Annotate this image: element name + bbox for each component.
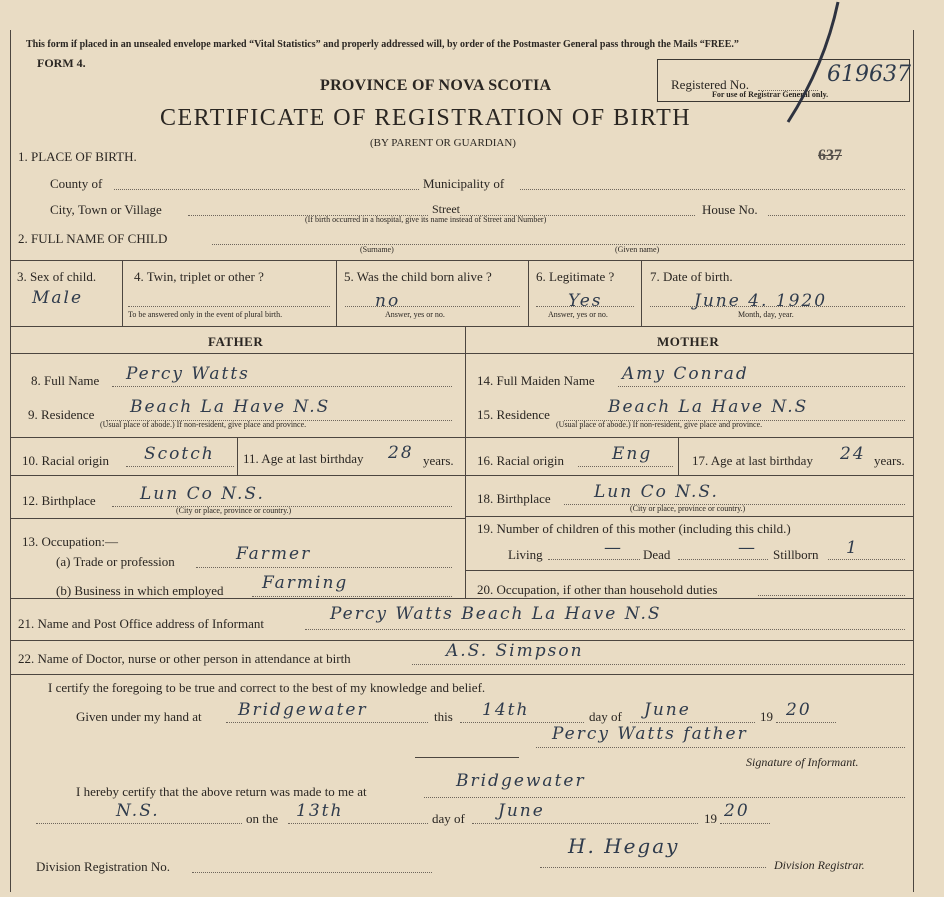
certificate-subtitle: (BY PARENT OR GUARDIAN) <box>370 137 516 149</box>
division-registrar-label: Division Registrar. <box>774 858 865 872</box>
father-age-value: 28 <box>388 443 414 463</box>
legitimate-label: 6. Legitimate ? <box>536 269 615 284</box>
stamp-number: 637 <box>818 147 842 164</box>
municipality-label: Municipality of <box>423 176 505 191</box>
informant-label: 21. Name and Post Office address of Informant <box>18 616 264 631</box>
registrar-year-value: 20 <box>724 801 750 821</box>
father-occupation-label: 13. Occupation:— <box>22 534 119 549</box>
left-border <box>10 30 11 892</box>
father-birthplace-note: (City or place, province or country.) <box>176 506 292 515</box>
informant-value: Percy Watts Beach La Have N.S <box>330 604 662 624</box>
father-residence-label: 9. Residence <box>28 407 95 422</box>
father-business-value: Farming <box>262 573 349 593</box>
registrar-signature: H. Hegay <box>568 834 680 858</box>
pen-stroke-mark <box>780 0 850 130</box>
doctor-value: A.S. Simpson <box>446 641 584 661</box>
street-label: Street <box>432 202 460 216</box>
postal-notice: This form if placed in an unsealed envelope marked “Vital Statistics” and properly addressed will, by order of the Postmaster General pass through the Mails “FREE.” <box>26 39 739 50</box>
registrar-on-the-label: on the <box>246 811 279 826</box>
alive-note: Answer, yes or no. <box>385 310 445 319</box>
this-label: this <box>434 709 453 724</box>
given-year-prefix: 19 <box>760 709 773 724</box>
mother-name-label: 14. Full Maiden Name <box>477 373 595 388</box>
doctor-label: 22. Name of Doctor, nurse or other person in attendance at birth <box>18 651 351 666</box>
sex-label: 3. Sex of child. <box>17 269 97 284</box>
registered-number-value: 619637 <box>827 62 911 87</box>
mother-occupation-label: 20. Occupation, if other than household duties <box>477 582 718 597</box>
mother-children-label: 19. Number of children of this mother (including this child.) <box>477 521 791 536</box>
alive-label: 5. Was the child born alive ? <box>344 269 492 284</box>
dead-label: Dead <box>643 547 671 562</box>
mother-years-label: years. <box>874 453 905 468</box>
right-border <box>913 30 914 892</box>
mother-age-value: 24 <box>840 444 866 464</box>
father-name-label: 8. Full Name <box>31 373 100 388</box>
father-residence-value: Beach La Have N.S <box>130 397 331 417</box>
father-residence-note: (Usual place of abode.) If non-resident, give place and province. <box>100 420 307 429</box>
living-label: Living <box>508 547 543 562</box>
mother-race-value: Eng <box>612 444 653 464</box>
registrar-day-value: 13th <box>296 801 344 821</box>
stillborn-label: Stillborn <box>773 547 819 562</box>
hospital-note: (If birth occurred in a hospital, give its name instead of Street and Number) <box>305 215 547 224</box>
certificate-title: CERTIFICATE OF REGISTRATION OF BIRTH <box>160 105 692 131</box>
father-birthplace-label: 12. Birthplace <box>22 493 96 508</box>
given-year-value: 20 <box>786 700 812 720</box>
sex-value: Male <box>32 288 84 308</box>
father-business-label: (b) Business in which employed <box>56 583 224 598</box>
mother-residence-label: 15. Residence <box>477 407 550 422</box>
given-name-note: (Given name) <box>615 245 660 254</box>
city-label: City, Town or Village <box>50 202 162 217</box>
mother-heading: MOTHER <box>657 334 720 349</box>
given-place-value: Bridgewater <box>238 700 368 720</box>
dob-note: Month, day, year. <box>738 310 794 319</box>
stillborn-value: 1 <box>846 538 859 558</box>
father-race-value: Scotch <box>144 444 215 464</box>
twin-note: To be answered only in the event of plural birth. <box>128 310 283 319</box>
father-birthplace-value: Lun Co N.S. <box>140 484 265 504</box>
registrar-use-note: For use of Registrar General only. <box>712 90 829 99</box>
mother-residence-note: (Usual place of abode.) If non-resident, give place and province. <box>556 420 763 429</box>
county-label: County of <box>50 176 103 191</box>
form-number: FORM 4. <box>37 56 86 70</box>
given-day-value: 14th <box>482 700 530 720</box>
dead-value: — <box>738 538 757 558</box>
living-value: — <box>604 538 623 558</box>
registrar-month-value: June <box>498 801 545 821</box>
alive-value: no <box>375 291 401 311</box>
certify-statement: I certify the foregoing to be true and correct to the best of my knowledge and belief. <box>48 680 486 695</box>
father-heading: FATHER <box>208 334 264 349</box>
twin-label: 4. Twin, triplet or other ? <box>134 269 264 284</box>
place-of-birth-label: 1. PLACE OF BIRTH. <box>18 149 137 164</box>
father-trade-label: (a) Trade or profession <box>56 554 175 569</box>
informant-signature: Percy Watts father <box>552 724 748 744</box>
mother-name-value: Amy Conrad <box>622 364 749 384</box>
mother-residence-value: Beach La Have N.S <box>608 397 809 417</box>
mother-age-label: 17. Age at last birthday <box>692 453 813 468</box>
father-years-label: years. <box>423 453 454 468</box>
father-age-label: 11. Age at last birthday <box>243 451 364 466</box>
legitimate-value: Yes <box>568 291 603 311</box>
legitimate-note: Answer, yes or no. <box>548 310 608 319</box>
mother-race-label: 16. Racial origin <box>477 453 565 468</box>
given-month-value: June <box>644 700 691 720</box>
dob-value: June 4. 1920 <box>694 291 828 311</box>
house-label: House No. <box>702 202 758 217</box>
registrar-place-value: Bridgewater <box>456 771 586 791</box>
informant-signature-label: Signature of Informant. <box>746 755 859 769</box>
mother-birthplace-label: 18. Birthplace <box>477 491 551 506</box>
registrar-certify-label: I hereby certify that the above return was made to me at <box>76 784 367 799</box>
father-race-label: 10. Racial origin <box>22 453 110 468</box>
registered-label: Registered No. <box>671 77 749 92</box>
mother-birthplace-note: (City or place, province or country.) <box>630 504 746 513</box>
registrar-day-of-label: day of <box>432 811 465 826</box>
province-heading: PROVINCE OF NOVA SCOTIA <box>320 77 552 94</box>
mother-birthplace-value: Lun Co N.S. <box>594 482 719 502</box>
father-trade-value: Farmer <box>236 544 312 564</box>
father-name-value: Percy Watts <box>126 364 250 384</box>
given-under-label: Given under my hand at <box>76 709 202 724</box>
registrar-province-value: N.S. <box>116 801 160 821</box>
division-registration-label: Division Registration No. <box>36 859 170 874</box>
surname-note: (Surname) <box>360 245 394 254</box>
full-name-label: 2. FULL NAME OF CHILD <box>18 231 168 246</box>
registrar-year-prefix: 19 <box>704 811 717 826</box>
dob-label: 7. Date of birth. <box>650 269 733 284</box>
given-day-of-label: day of <box>589 709 622 724</box>
